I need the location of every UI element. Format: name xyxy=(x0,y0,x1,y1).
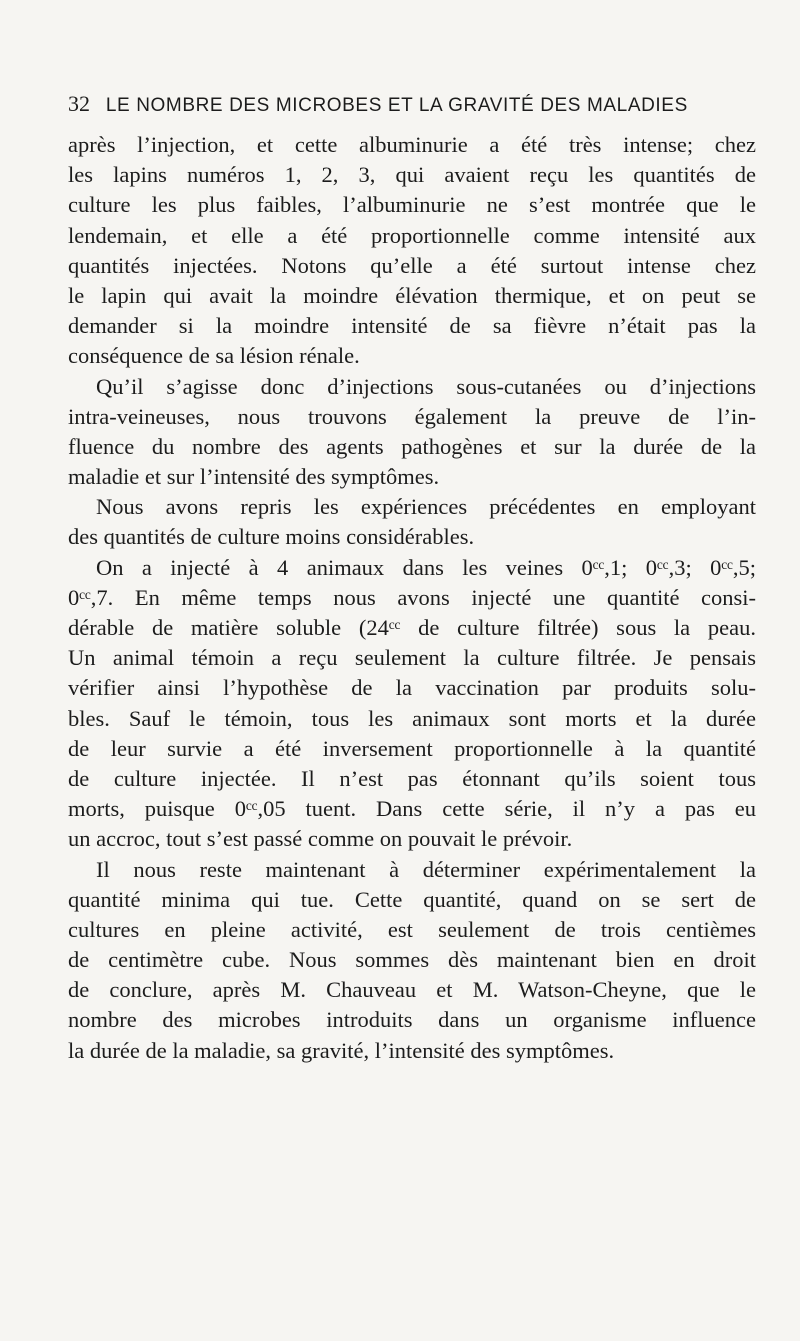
text-line: 0ᶜᶜ,7. En même temps nous avons injecté une quantité consi- xyxy=(68,584,756,610)
text-line: demander si la moindre intensité de sa fièvre n’était pas la xyxy=(68,313,756,339)
text-line: Il nous reste maintenant à déterminer expérimentalement la xyxy=(96,856,756,882)
text-line: des quantités de culture moins considérables. xyxy=(68,524,475,550)
text-line: de centimètre cube. Nous sommes dès maintenant bien en droit xyxy=(68,947,756,973)
text-line: Un animal témoin a reçu seulement la culture filtrée. Je pensais xyxy=(68,645,756,671)
text-line: quantité minima qui tue. Cette quantité, quand on se sert de xyxy=(68,886,756,912)
text-line: dérable de matière soluble (24ᶜᶜ de culture filtrée) sous la peau. xyxy=(68,615,756,640)
text-line: un accroc, tout s’est passé comme on pouvait le prévoir. xyxy=(68,826,573,852)
running-title: LE NOMBRE DES MICROBES ET LA GRAVITÉ DES MALADIES xyxy=(105,95,688,116)
text-line: les lapins numéros 1, 2, 3, qui avaient reçu les quantités de xyxy=(68,162,756,188)
text-line: de conclure, après M. Chauveau et M. Watson-Cheyne, que le xyxy=(68,977,756,1003)
text-line: morts, puisque 0ᶜᶜ,05 tuent. Dans cette série, il n’y a pas eu xyxy=(68,796,756,822)
text-line: la durée de la maladie, sa gravité, l’intensité des symptômes. xyxy=(68,1037,615,1063)
text-line: On a injecté à 4 animaux dans les veines 0ᶜᶜ,1; 0ᶜᶜ,3; 0ᶜᶜ,5; xyxy=(96,554,756,580)
text-line: quantités injectées. Notons qu’elle a été surtout intense chez xyxy=(68,252,756,278)
text-line: Nous avons repris les expériences précédentes en employant xyxy=(96,494,756,520)
text-line: intra-veineuses, nous trouvons également la preuve de l’in- xyxy=(68,403,756,429)
text-line: culture les plus faibles, l’albuminurie ne s’est montrée que le xyxy=(68,192,756,218)
text-line: de culture injectée. Il n’est pas étonnant qu’ils soient tous xyxy=(68,765,756,791)
text-line: bles. Sauf le témoin, tous les animaux sont morts et la durée xyxy=(68,705,756,731)
text-line: de leur survie a été inversement proportionnelle à la quantité xyxy=(68,735,756,761)
running-head xyxy=(68,92,734,118)
text-line: vérifier ainsi l’hypothèse de la vaccination par produits solu- xyxy=(68,675,756,701)
text-line: conséquence de sa lésion rénale. xyxy=(68,343,360,369)
text-line: après l’injection, et cette albuminurie a été très intense; chez xyxy=(68,132,756,157)
text-line: fluence du nombre des agents pathogènes et sur la durée de la xyxy=(68,433,756,459)
text-line: lendemain, et elle a été proportionnelle comme intensité aux xyxy=(68,222,756,248)
text-line: maladie et sur l’intensité des symptômes. xyxy=(68,464,440,490)
text-line: cultures en pleine activité, est seulement de trois centièmes xyxy=(68,916,756,942)
body-text xyxy=(68,130,756,1066)
text-line: Qu’il s’agisse donc d’injections sous-cutanées ou d’injections xyxy=(96,373,756,399)
text-line: nombre des microbes introduits dans un organisme influence xyxy=(68,1007,756,1033)
page-number: 32 xyxy=(68,91,90,116)
text-line: le lapin qui avait la moindre élévation thermique, et on peut se xyxy=(68,282,756,308)
